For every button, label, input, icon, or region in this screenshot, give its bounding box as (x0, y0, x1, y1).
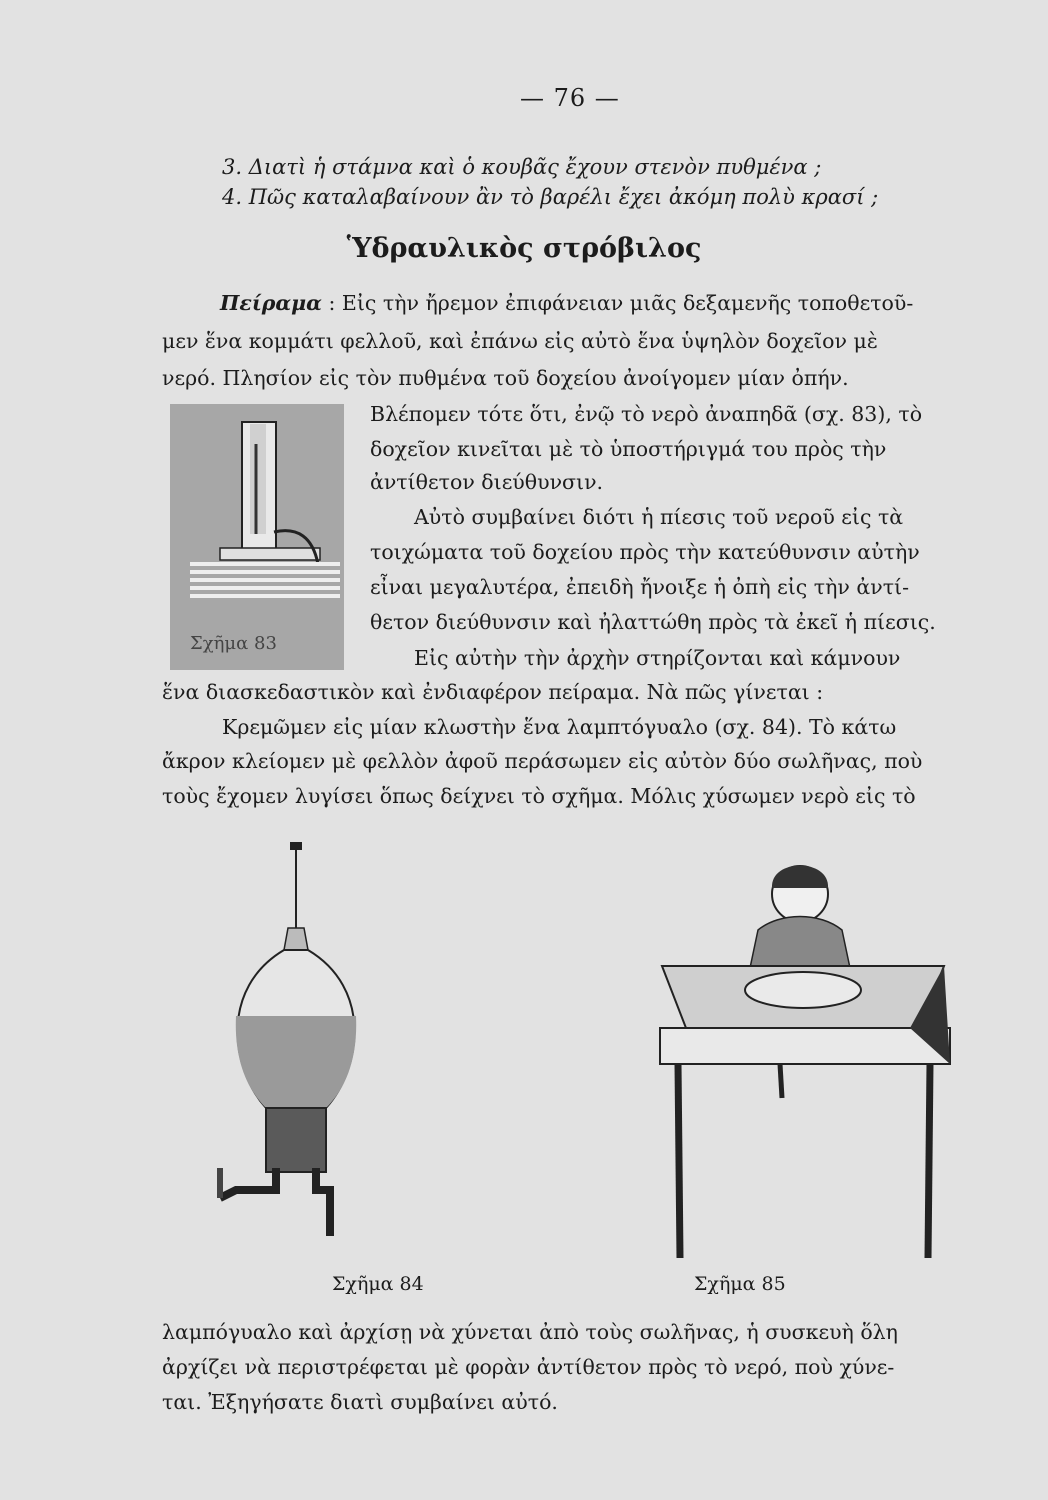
text-line: τοὺς ἔχομεν λυγίσει ὅπως δείχνει τὸ σχῆμα. Μόλις χύσωμεν νερὸ εἰς τὸ (162, 784, 916, 808)
text-line: ἕνα διασκεδαστικὸν καὶ ἐνδιαφέρον πείραμα. Νὰ πῶς γίνεται : (162, 680, 824, 704)
text-line (220, 291, 913, 315)
figure-84 (180, 838, 380, 1268)
figure-84-caption: Σχῆμα 84 (332, 1273, 424, 1295)
text-line: θετον διεύθυνσιν καὶ ἠλαττώθη πρὸς τὰ ἐκεῖ ἡ πίεσις. (370, 610, 936, 634)
text-line: Εἰς αὐτὴν τὴν ἀρχὴν στηρίζονται καὶ κάμνουν (414, 646, 901, 670)
text-line: ἀρχίζει νὰ περιστρέφεται μὲ φορὰν ἀντίθετον πρὸς τὸ νερό, ποὺ χύνε- (162, 1355, 895, 1379)
text-line: Αὐτὸ συμβαίνει διότι ἡ πίεσις τοῦ νεροῦ εἰς τὰ (414, 505, 904, 529)
text-line: λαμπόγυαλο καὶ ἀρχίσῃ νὰ χύνεται ἀπὸ τοὺς σωλῆνας, ἡ συσκευὴ ὅλη (162, 1320, 898, 1344)
text-line-part: : Εἰς τὴν ἤρεμον ἐπιφάνειαν μιᾶς δεξαμενῆς τοποθετοῦ- (328, 291, 914, 315)
text-line: εἶναι μεγαλυτέρα, ἐπειδὴ ἤνοιξε ἡ ὀπὴ εἰς τὴν ἀντί- (370, 575, 910, 599)
text-line: ται. Ἐξηγήσατε διατὶ συμβαίνει αὐτό. (162, 1390, 558, 1414)
text-line: Κρεμῶμεν εἰς μίαν κλωστὴν ἕνα λαμπτόγυαλο (σχ. 84). Τὸ κάτω (222, 715, 897, 739)
text-line: μεν ἕνα κομμάτι φελλοῦ, καὶ ἐπάνω εἰς αὐτὸ ἕνα ὑψηλὸν δοχεῖον μὲ (162, 329, 878, 353)
text-line: Βλέπομεν τότε ὅτι, ἐνῷ τὸ νερὸ ἀναπηδᾶ (σχ. 83), τὸ (370, 402, 923, 426)
section-title: Ὑδραυλικὸς στρόβιλος (346, 233, 702, 264)
figure-83-caption: Σχῆμα 83 (190, 633, 277, 654)
text-line: τοιχώματα τοῦ δοχείου πρὸς τὴν κατεύθυνσιν αὐτὴν (370, 540, 920, 564)
question-4: 4. Πῶς καταλαβαίνουν ἂν τὸ βαρέλι ἔχει ἀκόμη πολὺ κρασί ; (222, 185, 879, 209)
figure-83 (170, 404, 344, 670)
figure-83-drawing (170, 404, 344, 670)
text-line: δοχεῖον κινεῖται μὲ τὸ ὑποστήριγμά του πρὸς τὴν (370, 437, 887, 461)
page-number: — 76 — (520, 84, 620, 112)
text-line: ἀντίθετον διεύθυνσιν. (370, 470, 604, 494)
figure-85 (640, 838, 960, 1278)
figure-85-caption: Σχῆμα 85 (694, 1273, 786, 1295)
experiment-label: Πείραμα (220, 291, 322, 315)
text-line: νερό. Πλησίον εἰς τὸν πυθμένα τοῦ δοχείου ἀνοίγομεν μίαν ὀπήν. (162, 366, 849, 390)
text-line: ἄκρον κλείομεν μὲ φελλὸν ἀφοῦ περάσωμεν εἰς αὐτὸν δύο σωλῆνας, ποὺ (162, 749, 923, 773)
question-3: 3. Διατὶ ἡ στάμνα καὶ ὁ κουβᾶς ἔχουν στενὸν πυθμένα ; (222, 155, 822, 179)
